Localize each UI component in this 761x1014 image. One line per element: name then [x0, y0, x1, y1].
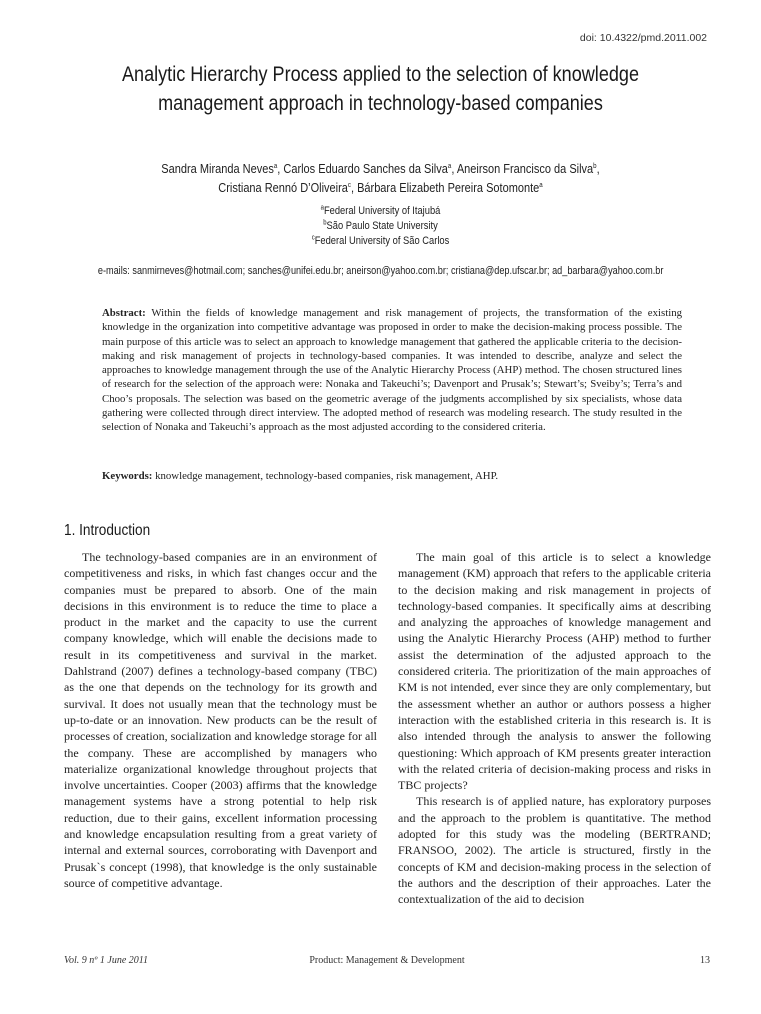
footer-page-number: 13: [700, 955, 710, 966]
author-2: Carlos Eduardo Sanches da Silva: [283, 162, 448, 176]
paragraph: The technology-based companies are in an environment of competitiveness and risks, in which fast changes occur and the companies must be prepared to absorb. One of the main decisions in this environment is to reduce the time to place a product in the market and the capacity to use the current company knowledge, which will enable the decisions made to result in its competitiveness and survival in the market. Dahlstrand (2007) defines a technology-based company (TBC) as the one that depends on the technology for its growth and survival. It does not usually mean that the technology must be up-to-date or an innovation. New products can be the result of processes of creation, socialization and knowledge storage for all the company. These are accomplished by managers who materialize organizational knowledge throughout projects that involve uncertainties. Cooper (2003) affirms that the knowledge management systems have a strong potential to help risk reduction, due to their gains, excellent information processing and knowledge encapsulation resulting from a great variety of internal and external sources, corroborating with Davenport and Prusak`s concept (1998), that knowledge is the only sustainable source of competitive advantage.: [64, 550, 377, 890]
abstract-label: Abstract:: [102, 307, 146, 319]
keywords-label: Keywords:: [102, 470, 153, 482]
author-5-affil: a: [539, 181, 543, 189]
abstract: [102, 306, 682, 435]
author-4-affil: c: [347, 181, 351, 189]
paper-title: [105, 60, 656, 118]
keywords: [102, 470, 682, 482]
author-1: Sandra Miranda Neves: [161, 162, 274, 176]
paragraph: This research is of applied nature, has exploratory purposes and the approach to the problem is quantitative. The method adopted for this study was the modeling (BERTRAND; FRANSOO, 2002). The article is structured, firstly in the concepts of KM and decision-making process in the selection of the authors and the description of their approaches. Later the contextualization of the aid to decision: [398, 794, 711, 907]
affiliations: [253, 204, 509, 249]
body-column-right: [398, 549, 711, 908]
keywords-text: knowledge management, technology-based companies, risk management, AHP.: [155, 470, 499, 482]
author-list: Sandra Miranda Neves$^a$, Carlos Eduardo Sanches da Silva$^a$, Aneirson Francisco da Silva$^b$, Cristiana Rennó D’Oliveira$^c$, Bárbara Elizabeth Pereira Sotomonte$^a$: [161, 162, 600, 195]
body-column-left: [64, 549, 377, 891]
doi-text: doi: 10.4322/pmd.2011.002: [579, 32, 707, 44]
author-5: Bárbara Elizabeth Pereira Sotomonte: [357, 181, 540, 195]
author-2-affil: a: [447, 162, 452, 170]
author-1-affil: a: [273, 162, 278, 170]
section-heading: 1. Introduction: [64, 522, 151, 539]
author-3: Aneirson Francisco da Silva: [456, 162, 594, 176]
author-emails: e-mails: sanmirneves@hotmail.com; sanches@unifei.edu.br; aneirson@yahoo.com.br; cristiana@dep.ufscar.br; ad_barbara@yahoo.com.br: [97, 265, 664, 277]
footer-volume: Vol. 9 nº 1 June 2011: [64, 955, 149, 966]
abstract-text: Within the fields of knowledge management and risk management of projects, the transformation of the existing knowledge in the organization into competitive advantage was proposed in order to make the decision-making process possible. The main purpose of this article was to select an approach to knowledge management that gathered the applicable criteria to the decision-making and risk management of projects in technology-based companies. It was intended to describe, analyze and select the approaches to knowledge management through the use of the Analytic Hierarchy Process (AHP) method. The chosen structured lines of research for the selection of the approach were: Nonaka and Takeuchi’s; Davenport and Prusak’s; Stewart’s; Sveiby’s; Terra’s and Choo’s proposals. The selection was based on the geometric average of the judgments accomplished by six specialists, whose data gathering were collected through direct interview. The adopted method of research was modeling research. The study resulted in the selection of Nonaka and Takeuchi’s approach as the most adjusted according to the considered criteria.: [102, 307, 682, 434]
paragraph: The main goal of this article is to select a knowledge management (KM) approach that refers to the applicable criteria to the decision making and risk management in projects of technology-based companies. It specifically aims at describing and analyzing the approaches of knowledge management and using the Analytic Hierarchy Process (AHP) method to further assist the determination of the adjusted approach to the considered criteria. The prioritization of the main approaches of KM is not intended, ever since they are only complementary, but the assessment whether an author or authors possess a higher interaction with the established criteria in this research is. It is also intended through the analysis to answer the following questioning: Which approach of KM presents greater interaction with the related criteria of decision-making process and risks in TBC projects?: [398, 550, 711, 793]
author-3-affil: b: [593, 162, 597, 170]
title-line-2: management approach in technology-based companies: [158, 92, 603, 115]
author-4: Cristiana Rennó D’Oliveira: [218, 181, 348, 195]
affiliation-b: $^b$São Paulo State University: [323, 219, 438, 232]
affiliation-a: $^a$Federal University of Itajubá: [320, 204, 441, 217]
title-line-1: Analytic Hierarchy Process applied to the selection of knowledge: [122, 63, 639, 86]
affiliation-c: $^c$Federal University of São Carlos: [311, 234, 450, 247]
footer-journal: Product: Management & Development: [309, 955, 465, 966]
